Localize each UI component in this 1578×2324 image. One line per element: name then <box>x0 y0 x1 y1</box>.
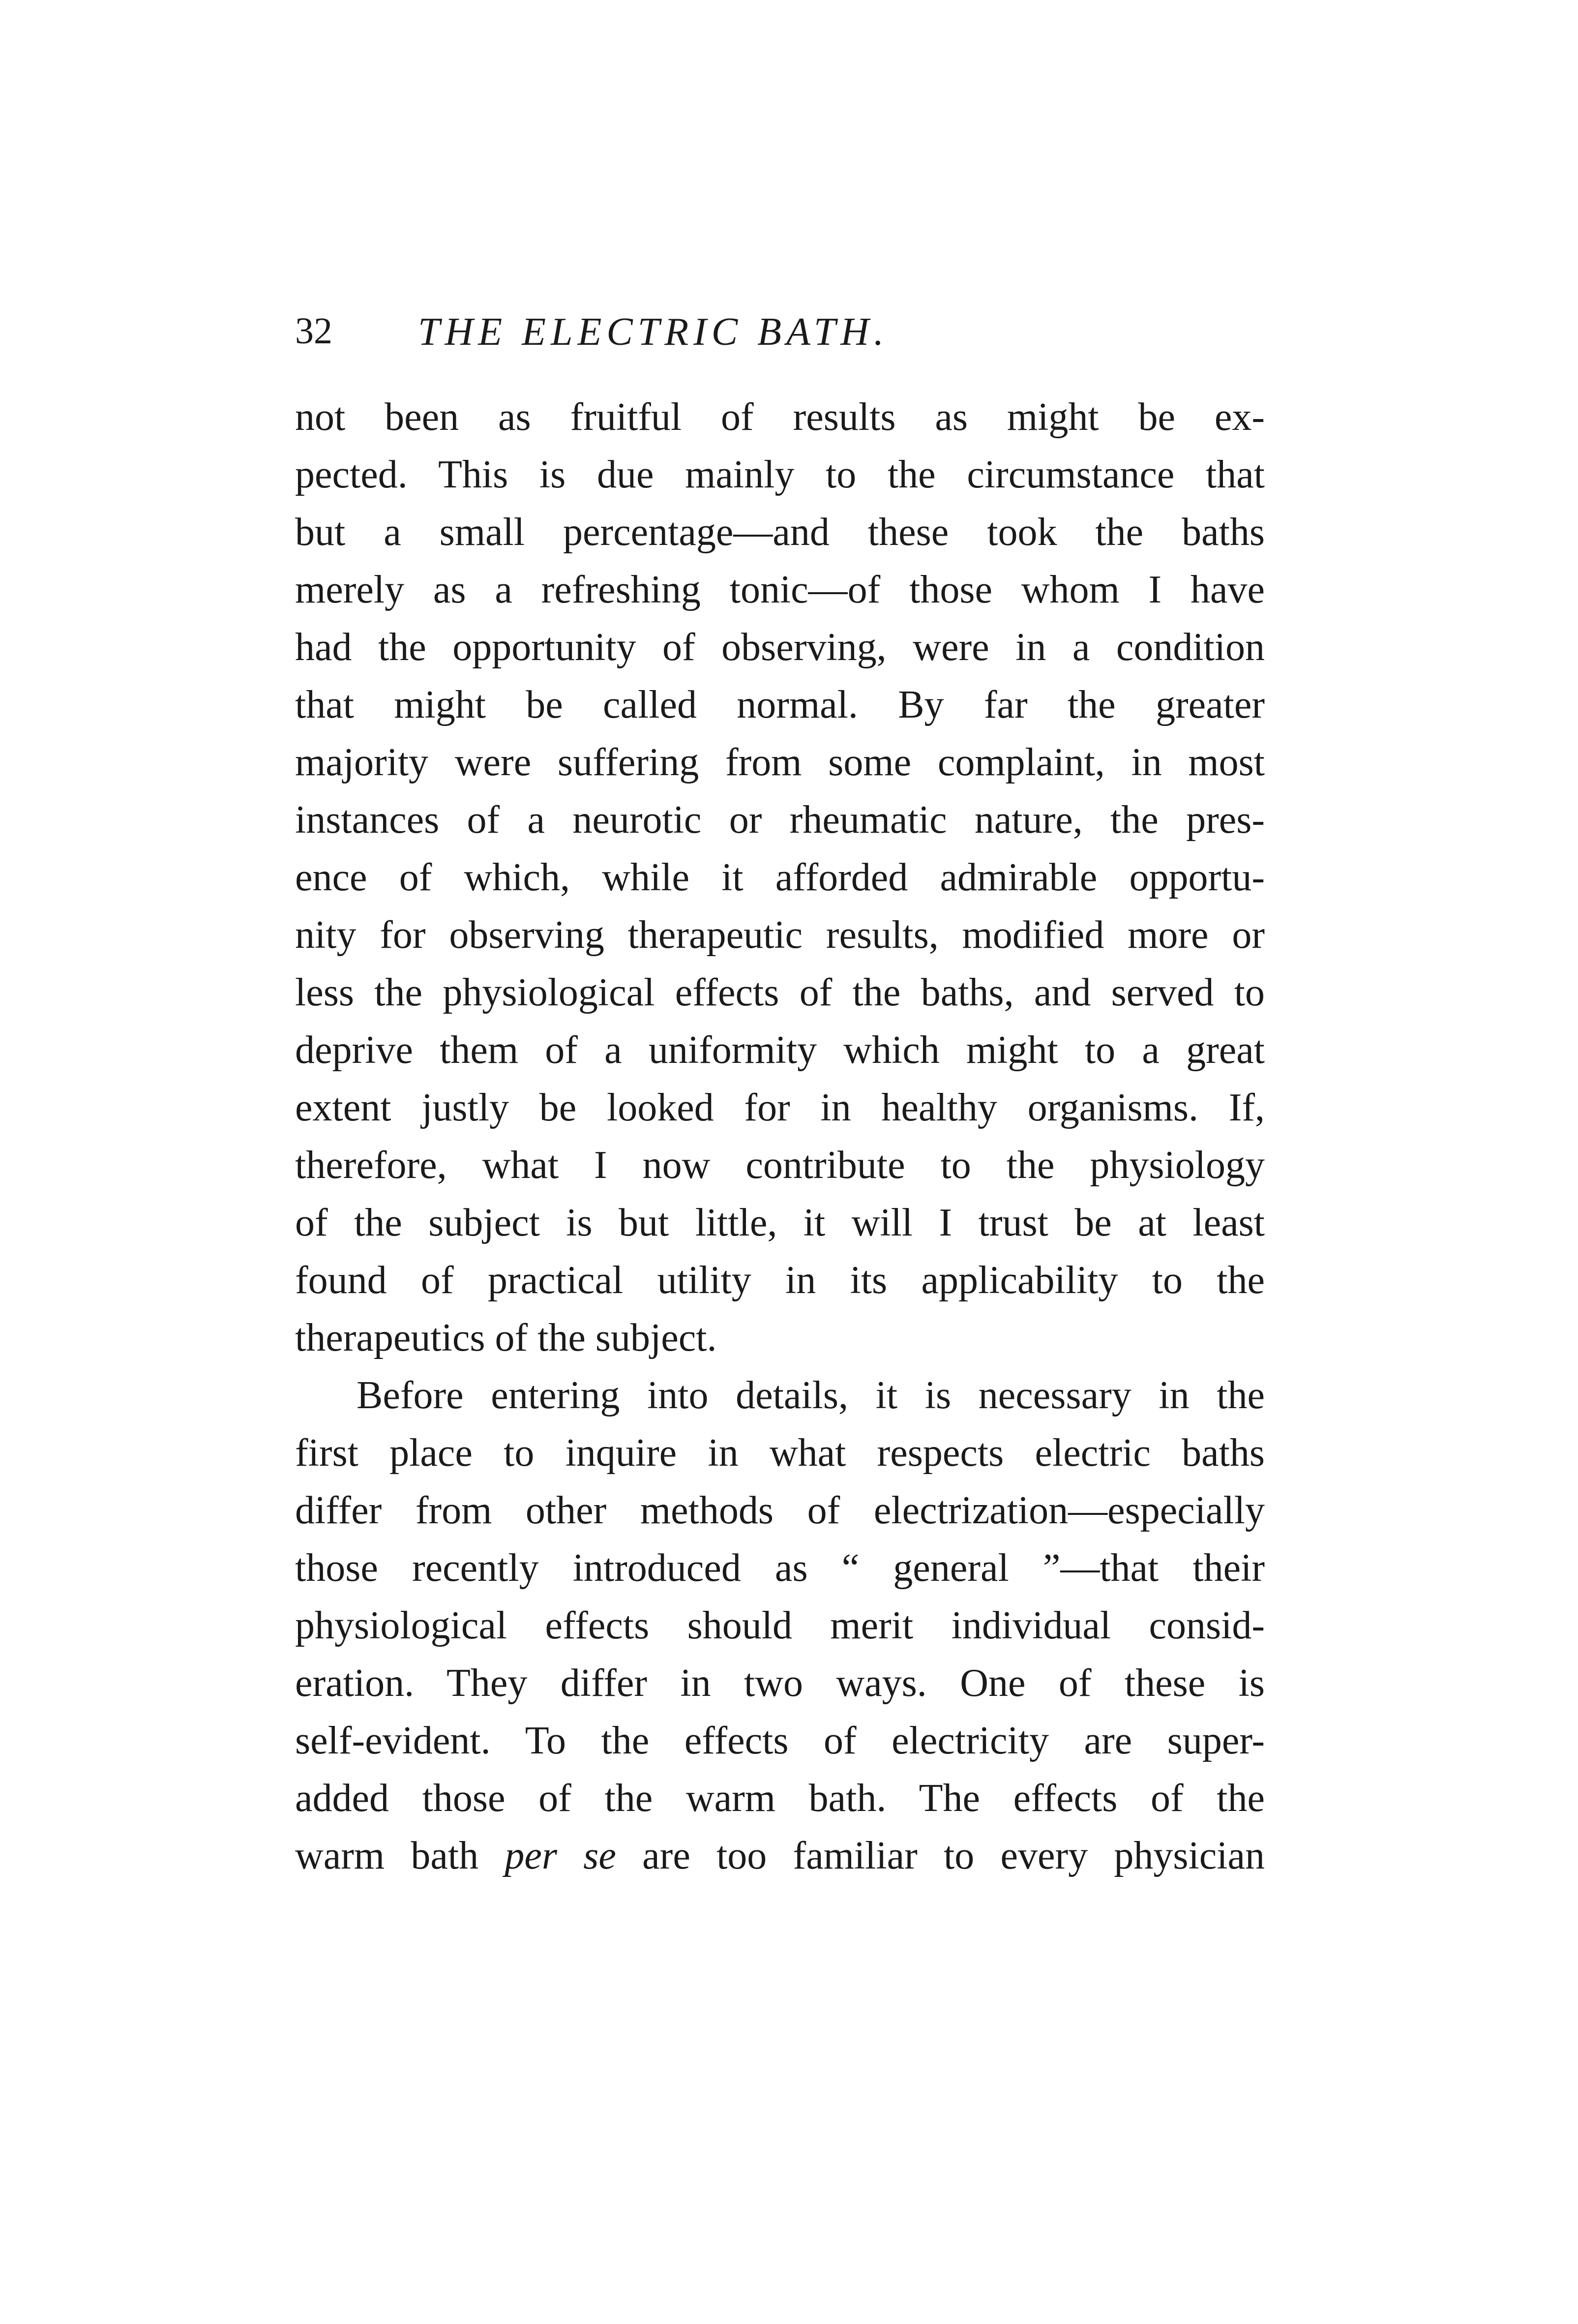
text-line: Before entering into details, it is necessary in the <box>357 1374 1265 1417</box>
text-line: extent justly be looked for in healthy organisms. If, <box>295 1086 1265 1129</box>
text-line: instances of a neurotic or rheumatic nature, the pres- <box>295 798 1265 842</box>
text-line: physiological effects should merit individual consid- <box>295 1604 1265 1647</box>
page-number: 32 <box>295 310 332 352</box>
text-line: that might be called normal. By far the greater <box>295 683 1265 726</box>
text-line: those recently introduced as “ general ”—that their <box>295 1546 1265 1590</box>
text-line: less the physiological effects of the baths, and served to <box>295 971 1265 1014</box>
text-line: pected. This is due mainly to the circumstance that <box>295 453 1265 496</box>
text-line: added those of the warm bath. The effects of the <box>295 1777 1265 1820</box>
text-line: deprive them of a uniformity which might to a great <box>295 1028 1265 1072</box>
running-header <box>295 310 1264 364</box>
text-line: eration. They differ in two ways. One of these is <box>295 1661 1265 1705</box>
text-line: nity for observing therapeutic results, modified more or <box>295 913 1265 957</box>
text-line: therapeutics of the subject. <box>295 1316 717 1359</box>
text-line: had the opportunity of observing, were in a condition <box>295 626 1265 669</box>
text-line: warm bath per se are too familiar to every physician <box>295 1834 1265 1877</box>
text-line: ence of which, while it afforded admirable opportu- <box>295 856 1265 899</box>
text-line: majority were suffering from some complaint, in most <box>295 741 1265 784</box>
text-line: self-evident. To the effects of electricity are super- <box>295 1719 1265 1762</box>
text-line: but a small percentage—and these took the baths <box>295 511 1265 554</box>
body-text <box>295 389 1265 1885</box>
text-line: first place to inquire in what respects electric baths <box>295 1431 1265 1475</box>
text-line: not been as fruitful of results as might be ex- <box>295 395 1265 439</box>
text-line: found of practical utility in its applicability to the <box>295 1259 1265 1302</box>
text-line: therefore, what I now contribute to the physiology <box>295 1144 1265 1187</box>
text-line: differ from other methods of electrization—especially <box>295 1489 1265 1532</box>
running-title: THE ELECTRIC BATH. <box>418 310 889 354</box>
text-line: of the subject is but little, it will I trust be at least <box>295 1201 1265 1244</box>
text-line: merely as a refreshing tonic—of those whom I have <box>295 568 1265 611</box>
